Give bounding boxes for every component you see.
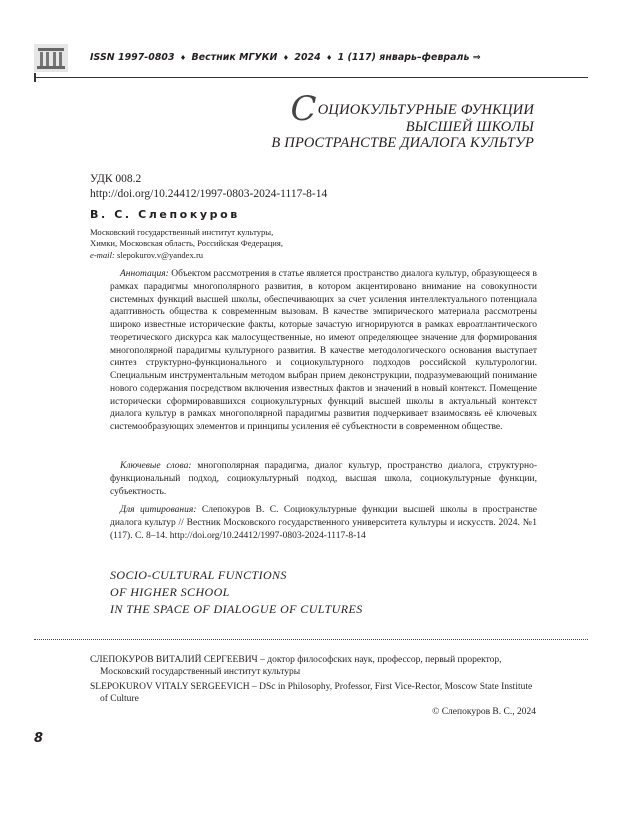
title-drop-cap: С	[290, 89, 317, 129]
arrow-icon: ⇒	[472, 52, 481, 63]
header-rule	[34, 77, 588, 78]
header-separator: ♦	[326, 54, 333, 62]
author-affiliation	[90, 227, 283, 261]
footnote-divider	[34, 639, 588, 640]
keywords-text: многополярная парадигма, диалог культур, пространство диалога, структурно-функциональный подход, социокультурный подход, высшая школа, социокультурные функции, субъектность.	[110, 461, 538, 497]
header-separator: ♦	[282, 54, 290, 62]
journal-year: 2024	[294, 52, 321, 63]
copyright: © Слепокуров В. С., 2024	[432, 707, 536, 717]
citation	[110, 504, 537, 542]
citation-label: Для цитирования:	[120, 505, 197, 515]
english-title-line-2: OF HIGHER SCHOOL	[110, 585, 230, 599]
journal-logo-icon	[34, 44, 68, 72]
title-line-2: ВЫСШЕЙ ШКОЛЫ	[405, 118, 534, 135]
author-info-en	[90, 681, 538, 705]
author-name: В. С. Слепокуров	[90, 208, 240, 221]
article-title	[271, 89, 534, 152]
author-info-ru	[90, 654, 538, 678]
citation-text: Слепокуров В. С. Социокультурные функции высшей школы в пространстве диалога культур // Вестник Московского государственного университета культуры и искусств. 2024. №1 (117). С. 8–14. http://doi.org/10.24412/1997-0803-2024-1117-8-14	[110, 505, 537, 541]
keywords-label: Ключевые слова:	[120, 461, 192, 471]
keywords	[110, 460, 537, 498]
issn: ISSN 1997-0803	[90, 52, 175, 63]
email-label: e-mail:	[90, 249, 115, 260]
journal-issue: 1 (117) январь–февраль	[337, 52, 470, 63]
author-info-ru-text: СЛЕПОКУРОВ ВИТАЛИЙ СЕРГЕЕВИЧ – доктор философских наук, профессор, первый проректор, Московский государственный институт культуры	[90, 655, 502, 677]
english-title-line-1: SOCIO-CULTURAL FUNCTIONS	[110, 568, 287, 582]
affiliation-line-1: Московский государственный институт культуры,	[90, 227, 274, 237]
affiliation-line-2: Химки, Московская область, Российская Федерация,	[90, 238, 283, 249]
english-title-line-3: IN THE SPACE OF DIALOGUE OF CULTURES	[110, 602, 363, 616]
abstract-text: Объектом рассмотрения в статье является пространство диалога культур, образующееся в рамках парадигмы многополярного развития, в котором акцентировано внимание на совокупности системных функций высшей школы, обеспечивающих за счет усиления интеллектуального потенциала адаптивность общества к современным вызовам. В качестве эмпирического материала рассмотрены широко известные исторические факты, которые зачастую игнорируются в рамках евроатлантического теоретического дискурса как малосущественные, но имеют определяющее значение для формирования многополярной парадигмы культурного развития. В качестве методологического основания выступает синтез структурно-функционального и социокультурного подходов российской культурологии. Специальным инструментальным методом выбран прием деконструкции, подразумевающий понимание нового содержания посредством включения известных фактов и значений в новый контекст. Помещение исторически сформировавшихся социокультурных функций высшей школы в актуальный контекст диалога культур в рамках многополярной парадигмы развития подчеркивает взаимосвязь её ключевых системообразующих элементов и принципы усиления её субъектности в современном обществе.	[110, 269, 537, 432]
article-identifiers	[90, 172, 327, 202]
doi-link[interactable]: http://doi.org/10.24412/1997-0803-2024-1117-8-14	[90, 188, 328, 200]
udk: УДК 008.2	[90, 173, 142, 185]
journal-header	[90, 52, 481, 63]
author-email[interactable]: slepokurov.v@yandex.ru	[116, 249, 204, 260]
journal-name: Вестник МГУКИ	[191, 52, 278, 63]
header-separator: ♦	[179, 54, 187, 62]
abstract	[110, 268, 537, 434]
title-line-3: В ПРОСТРАНСТВЕ ДИАЛОГА КУЛЬТУР	[271, 135, 534, 151]
page-number: 8	[34, 731, 44, 746]
author-info-en-text: SLEPOKUROV VITALY SERGEEVICH – DSc in Philosophy, Professor, First Vice-Rector, Moscow State Institute of Culture	[90, 682, 533, 704]
english-title	[110, 567, 363, 618]
abstract-label: Аннотация:	[120, 269, 169, 279]
title-line-1: ОЦИОКУЛЬТУРНЫЕ ФУНКЦИИ	[317, 102, 534, 118]
